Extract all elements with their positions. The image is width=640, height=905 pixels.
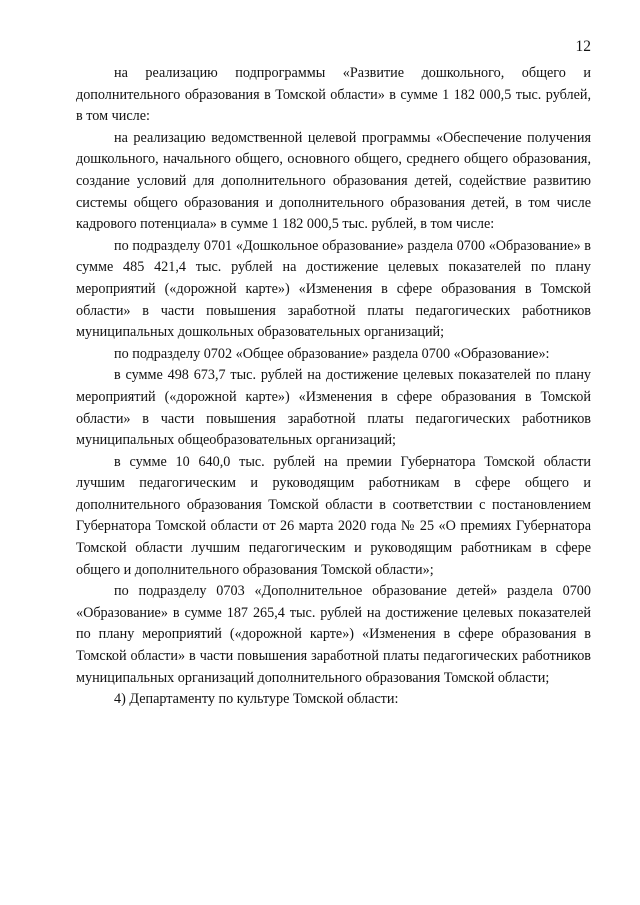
paragraph-preschool-education: по подразделу 0701 «Дошкольное образование» раздела 0700 «Образование» в сумме 485 421,4 тыс. рублей на достижение целевых показателей по плану мероприятий («дорожной карте») «Изменения в сфере образования в Томской области» в части повышения заработной платы педагогических работников муниципальных дошкольных образовательных организаций; [76, 237, 591, 341]
page-number: 12 [575, 38, 591, 55]
document-body [76, 63, 591, 711]
paragraph-additional-education: по подразделу 0703 «Дополнительное образование детей» раздела 0700 «Образование» в сумме 187 265,4 тыс. рублей на достижение целевых показателей по плану мероприятий («дорожной карте») «Изменения в сфере образования в Томской области» в части повышения заработной платы педагогических работников муниципальных организаций дополнительного образования Томской области; [76, 583, 591, 686]
paragraph-general-education-heading: по подразделу 0702 «Общее образование» раздела 0700 «Образование»: [114, 345, 550, 362]
paragraph-governor-awards: в сумме 10 640,0 тыс. рублей на премии Губернатора Томской области лучшим педагогическим и руководящим работникам в сфере общего и дополнительного образования Томской области в соответствии с постановлением Губернатора Томской области от 26 марта 2020 года № 25 «О премиях Губернатора Томской области лучшим педагогическим и руководящим работникам в сфере общего и дополнительного образования Томской области»; [76, 453, 591, 578]
paragraph-subprogram-funding: на реализацию подпрограммы «Развитие дошкольного, общего и дополнительного образования в Томской области» в сумме 1 182 000,5 тыс. рублей, в том числе: [76, 65, 591, 125]
paragraph-culture-department: 4) Департаменту по культуре Томской области: [114, 691, 399, 708]
paragraph-departmental-program: на реализацию ведомственной целевой программы «Обеспечение получения дошкольного, начального общего, основного общего, среднего общего образования, создание условий для дополнительного образования детей, содействие развитию системы общего образования и дополнительного образования детей, в том числе кадрового потенциала» в сумме 1 182 000,5 тыс. рублей, в том числе: [76, 129, 591, 233]
paragraph-general-education-salaries: в сумме 498 673,7 тыс. рублей на достижение целевых показателей по плану мероприятий («дорожной карте») «Изменения в сфере образования в Томской области» в части повышения заработной платы педагогических работников муниципальных общеобразовательных организаций; [76, 367, 591, 449]
